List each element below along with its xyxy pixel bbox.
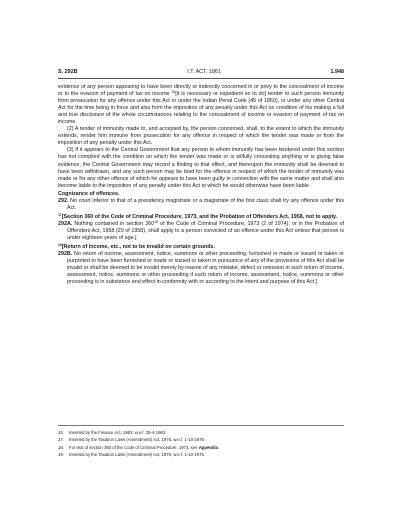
text-run: [it is necessary or expedient so to do] tender to such person immunity from prosecution for any offence under this Act or under the Indian Penal Code (45 of 1860), or under any other Central Act for the time being in force and also from the imposition of any penalty under this Act on condition of his making a full and true disclosure of the whole circumstances relating to the concealment of income or evasion of payment of tax on income. (58, 91, 344, 126)
footnote-18 (58, 444, 344, 451)
footnote-text: For text of section 360 of the Code of Criminal Procedure, 1973, see (69, 444, 199, 450)
header-title: I.T. ACT, 1961 (187, 69, 221, 75)
header-section: S. 292B (58, 69, 78, 75)
section-number: 292A. (58, 221, 73, 228)
section-text: Nothing contained in section 360 (74, 221, 155, 228)
footnote-text: Inserted by the Taxation Laws (Amendment) Act, 1975, w.e.f. 1-10-1975. (69, 452, 205, 458)
running-header (58, 69, 344, 76)
section-292 (58, 198, 344, 212)
footnote-text: Inserted by the Taxation Laws (Amendment) Act, 1975, w.e.f. 1-10-1975. (69, 437, 205, 443)
footnote-number: 16. (58, 430, 64, 435)
section-number: 292B. (58, 250, 73, 257)
footnote-rule (58, 425, 344, 426)
footnote-number: 19. (58, 452, 64, 458)
footnote-number: 17. (58, 437, 64, 443)
footnote-17 (58, 436, 344, 443)
heading-cognizance: Cognizance of offences. (58, 191, 120, 198)
footnote-ref: 17 (58, 213, 62, 218)
footnote-19 (58, 451, 344, 458)
section-text: No court inferior to that of a presidency magistrate or a magistrate of the first class shall try any offence under this Act. (67, 198, 344, 212)
footnotes (58, 429, 344, 459)
footnote-text: Inserted by the Finance Act, 1963, w.e.f. 28-4-1963. (69, 430, 167, 435)
section-292b (58, 251, 344, 286)
section-number: 292. (58, 198, 69, 205)
subsection-3: (3) If it appears to the Central Government that any person to whom immunity has been tendered under this section has not complied with the condition on which the tender was made or is wilfully concealing anything or is giving false evidence, the Central Government may record a finding to that effect, and thereupon the immunity shall be deemed to have been withdrawn, and any such person may be tried for the offence in respect of which the tender of immunity was made or for any other offence of which he appears to have been guilty in connection with the same matter and shall also become liable to the imposition of any penalty under this Act to which he would otherwise have been liable. (58, 147, 344, 189)
section-text: of the Code of Criminal Procedure, 1973 (2 of 1974), or in the Probation of Offenders Act, 1958 (20 of 1958), shall apply to a person convicted of an offence under this Act unless that person is under eighteen years of age.] (67, 221, 344, 242)
footnote-ref: 19 (58, 243, 62, 248)
paragraph-continued (58, 84, 344, 126)
section-292a (58, 221, 344, 242)
subsection-2: (2) A tender of immunity made to, and accepted by, the person concerned, shall, to the extent to which the immunity extends, render him immune from prosecution for any offence in respect of which the tender was made or from the imposition of any penalty under this Act. (58, 126, 344, 147)
section-text: No return of income, assessment, notice, summons or other proceeding, furnished or made or issued or taken or purported to have been furnished or made or issued or taken in pursuance of any of the provisions of this Act shall be invalid or shall be deemed to be invalid merely by reason of any mistake, defect or omission in such return of income, assessment, notice, summons or other proceeding if such return of income, assessment, notice, summons or other proceeding is in substance and effect in conformity with or according to the intent and purpose of this Act.] (67, 250, 344, 286)
footnote-ref: 18 (154, 220, 159, 225)
footnote-ref: 16 (171, 90, 176, 95)
body-text (58, 84, 344, 286)
header-page-number: 1.948 (330, 69, 344, 75)
appendix-reference: Appendix (198, 444, 219, 450)
heading-section-292b (58, 244, 344, 251)
footnote-number: 18. (58, 444, 64, 450)
header-rule (58, 78, 344, 79)
heading-text: [Return of income, etc., not to be invalid on certain grounds. (61, 243, 215, 250)
text-run: evidence of any person appearing to have been directly or indirectly concerned in or privy to the concealment of income or to the evasion of payment of tax on income (58, 84, 344, 98)
footnote-16 (58, 429, 344, 436)
heading-text: [Section 360 of the Code of Criminal Procedure, 1973, and the Probation of Offenders Act, 1958, not to apply. (61, 214, 338, 221)
footnote-text: . (218, 444, 220, 450)
